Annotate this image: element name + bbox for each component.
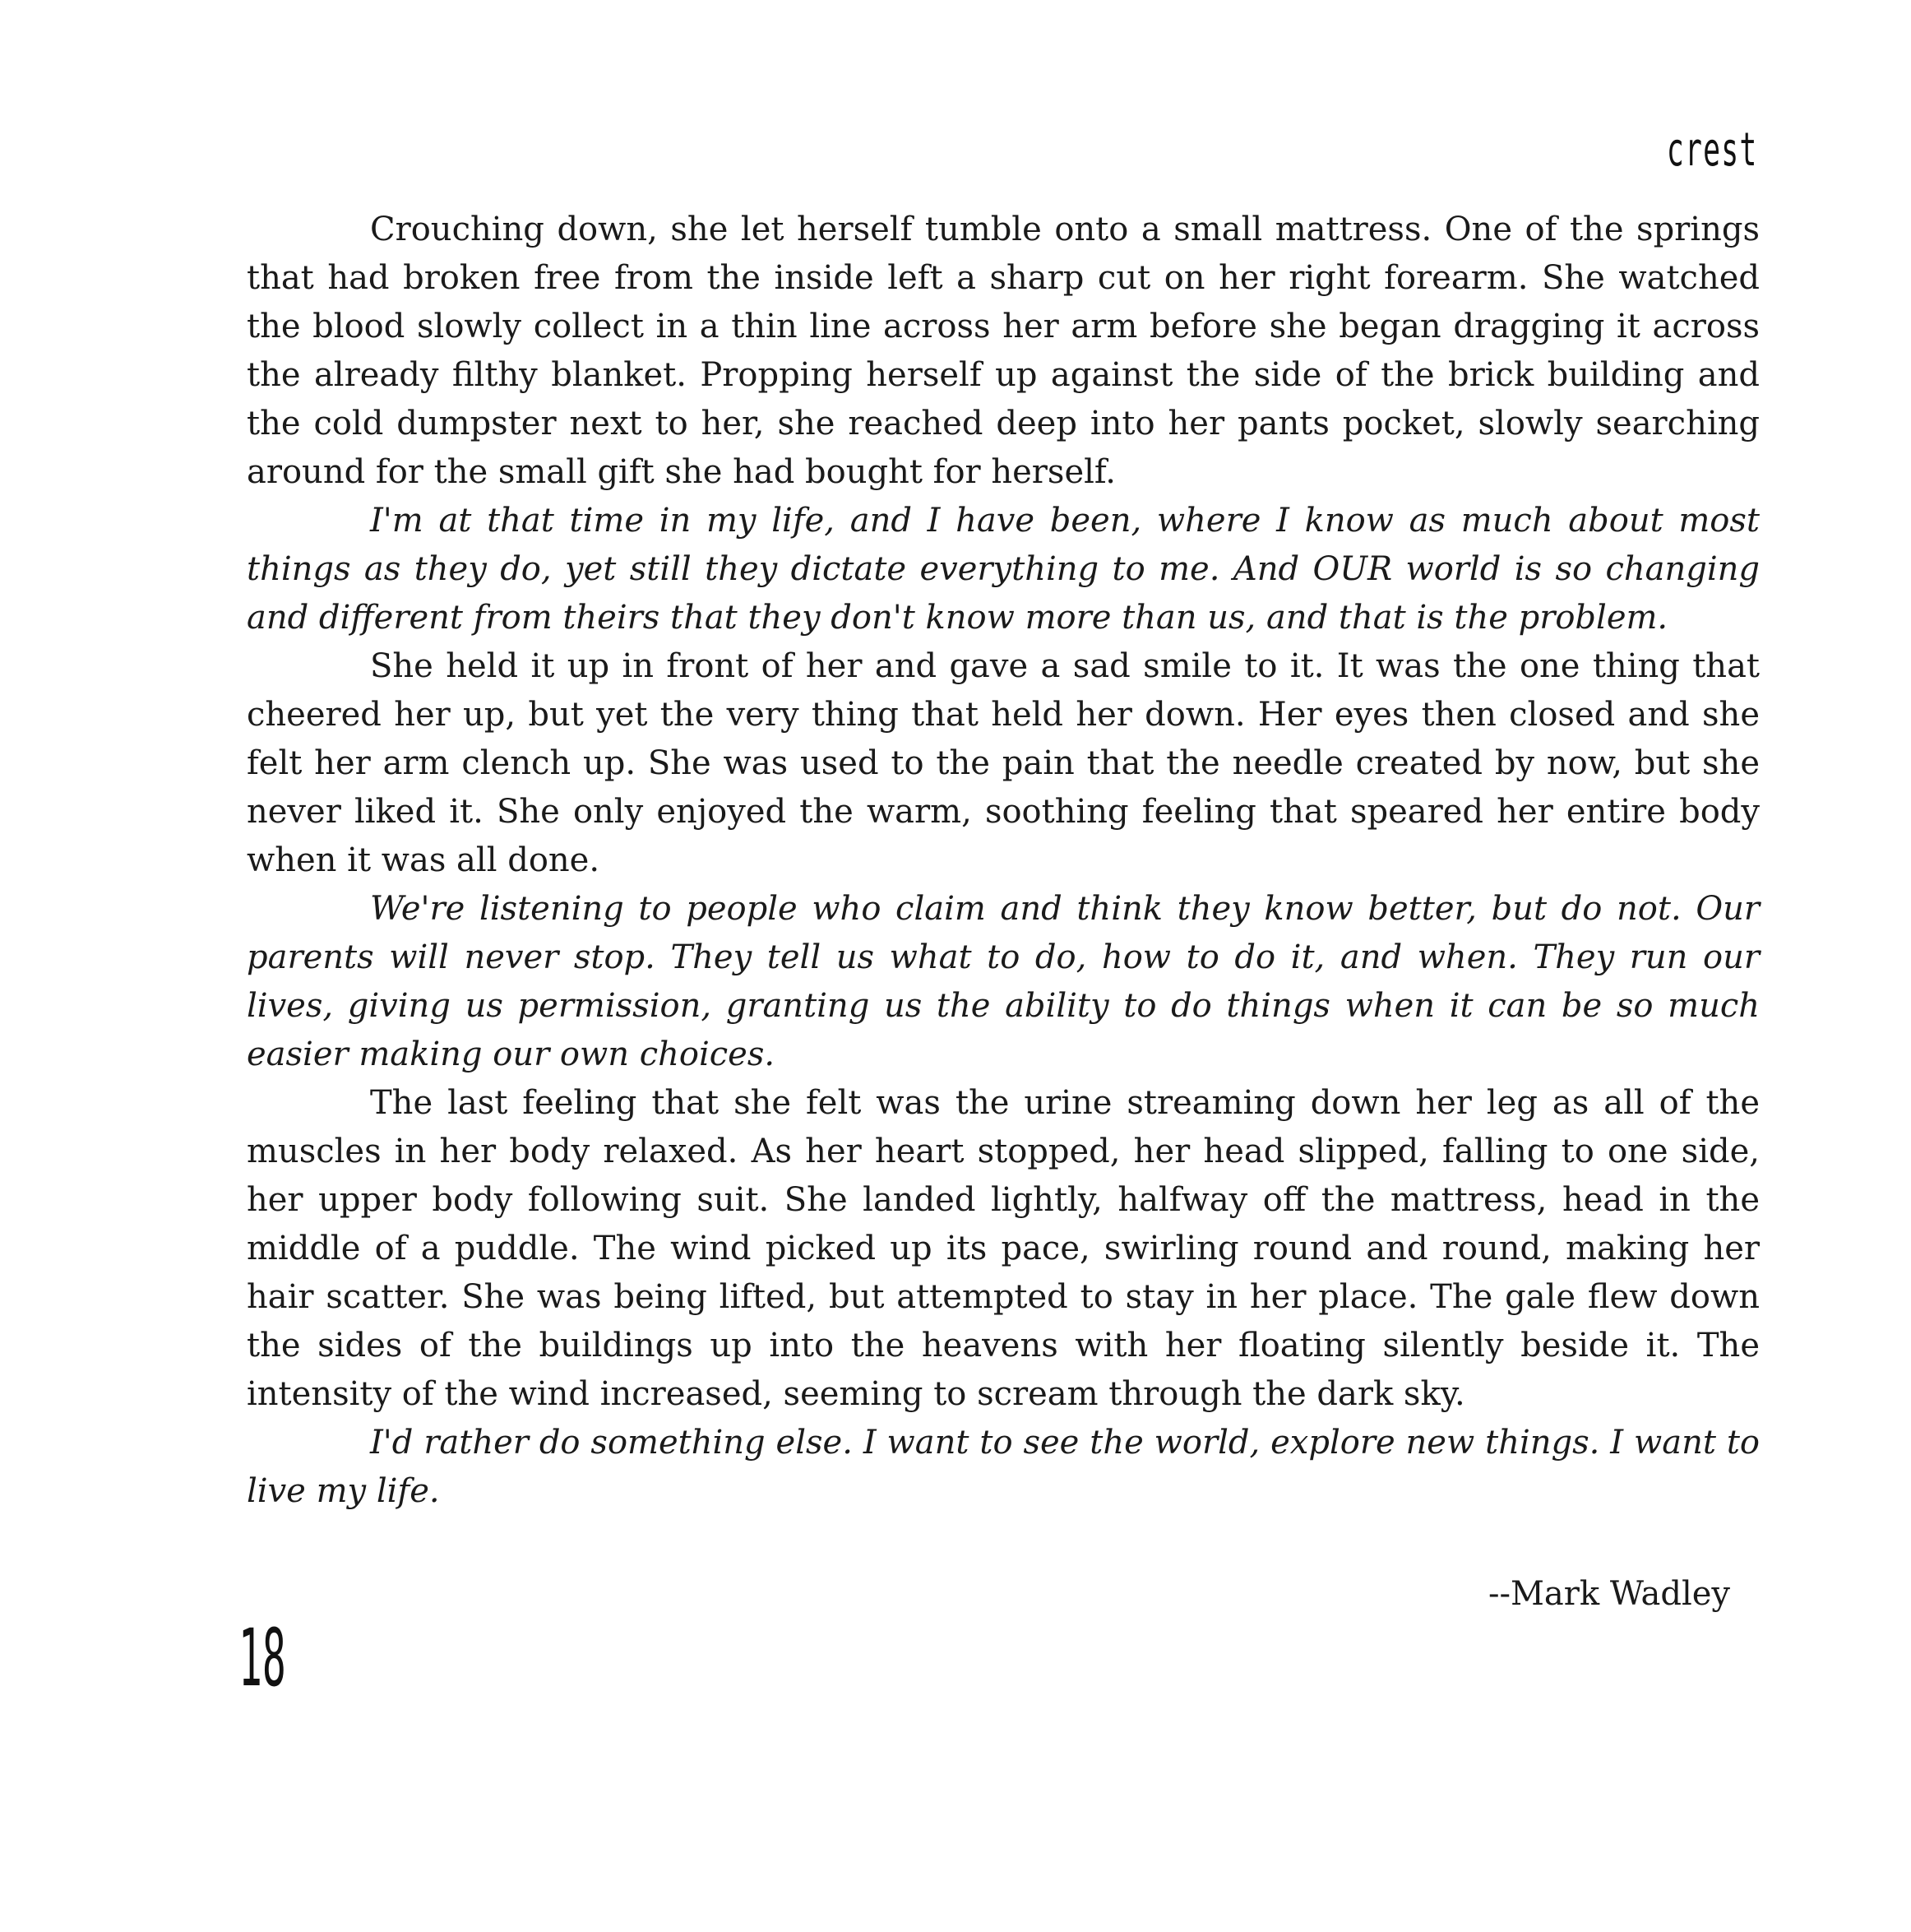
page-number: 18 [238,1612,286,1704]
story-thought-paragraph: I'd rather do something else. I want to see the world, explore new things. I want to live my life. [247,1424,1760,1510]
story-thought-paragraph: I'm at that time in my life, and I have been, where I know as much about most things as they do, yet still they dictate everything to me. And OUR world is so changing and different from theirs that they don't know more than us, and that is the problem. [247,502,1760,637]
story-body [247,206,1760,1516]
story-paragraph: She held it up in front of her and gave a sad smile to it. It was the one thing that cheered her up, but yet the very thing that held her down. Her eyes then closed and she felt her arm clench up. She was used to the pain that the needle created by now, but she never liked it. She only enjoyed the warm, soothing feeling that speared her entire body when it was all done. [247,647,1760,879]
story-paragraph: Crouching down, she let herself tumble onto a small mattress. One of the springs that had broken free from the inside left a sharp cut on her right forearm. She watched the blood slowly collect in a thin line across her arm before she began dragging it across the already filthy blanket. Propping herself up against the side of the brick building and the cold dumpster next to her, she reached deep into her pants pocket, slowly searching around for the small gift she had bought for herself. [247,211,1760,491]
author-byline: --Mark Wadley [1488,1575,1730,1613]
publication-title: crest [1667,123,1758,177]
story-thought-paragraph: We're listening to people who claim and think they know better, but do not. Our parents will never stop. They tell us what to do, how to do it, and when. They run our lives, giving us permission, granting us the ability to do things when it can be so much easier making our own choices. [247,890,1760,1073]
story-paragraph: The last feeling that she felt was the urine streaming down her leg as all of the muscles in her body relaxed. As her heart stopped, her head slipped, falling to one side, her upper body following suit. She landed lightly, halfway off the mattress, head in the middle of a puddle. The wind picked up its pace, swirling round and round, making her hair scatter. She was being lifted, but attempted to stay in her place. The gale flew down the sides of the buildings up into the heavens with her floating silently beside it. The intensity of the wind increased, seeming to scream through the dark sky. [247,1084,1760,1413]
